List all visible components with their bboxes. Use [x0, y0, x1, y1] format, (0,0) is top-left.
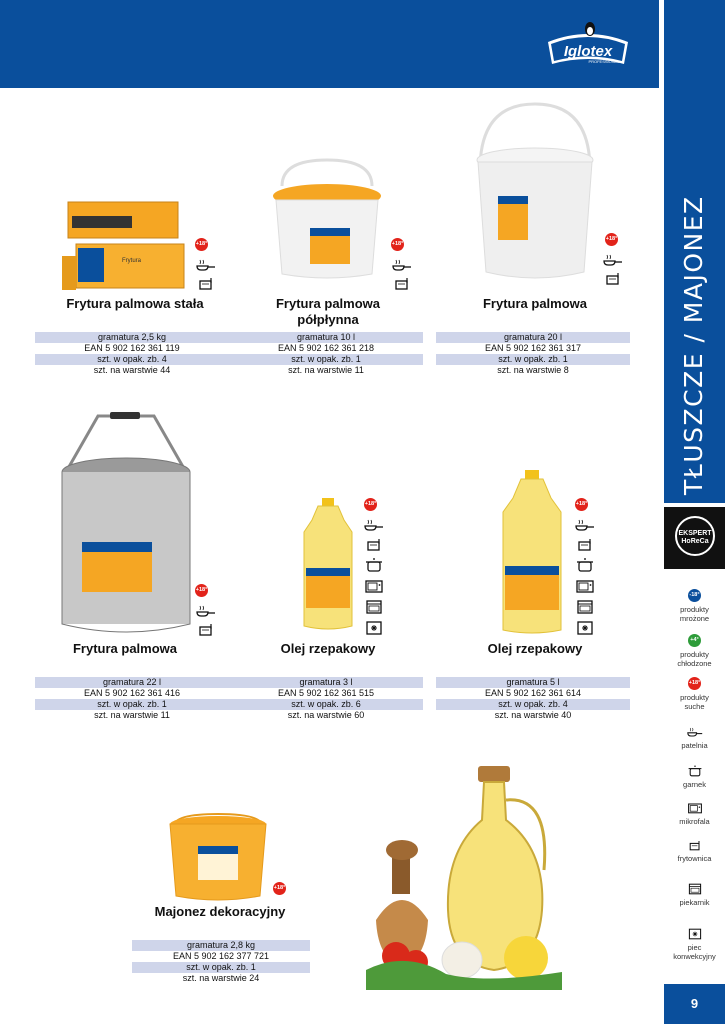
pan-icon — [196, 604, 216, 618]
product-name: Majonez dekoracyjny — [154, 904, 286, 919]
pan-icon — [392, 258, 412, 272]
oven-icon — [575, 600, 595, 614]
legend-pot: garnek — [664, 764, 725, 789]
temp-badge: +18° — [273, 882, 286, 895]
spec-table: gramatura 3 l EAN 5 902 162 361 515 szt. w opak. zb. 6 szt. na warstwie 60 — [229, 677, 423, 721]
convection-oven-icon — [364, 621, 384, 635]
spec-table: gramatura 5 l EAN 5 902 162 361 614 szt. w opak. zb. 4 szt. na warstwie 40 — [436, 677, 630, 721]
temp-badge: +18° — [195, 238, 208, 251]
expert-horeca-badge: EKSPERT HoReCa — [664, 507, 725, 569]
product-image-olej-5l — [497, 470, 567, 636]
svg-text:Frytura: Frytura — [122, 258, 142, 264]
oven-icon — [687, 882, 703, 896]
svg-text:Iglotex: Iglotex — [563, 43, 613, 60]
temp-badge: +18° — [364, 498, 377, 511]
product-image-frytura-22l — [58, 412, 194, 638]
category-title: TŁUSZCZE / MAJONEZ — [679, 195, 708, 495]
temp-badge: +18° — [575, 498, 588, 511]
microwave-icon — [575, 579, 595, 593]
legend-pan: patelnia — [664, 725, 725, 750]
pan-icon — [603, 253, 623, 267]
spec-table: gramatura 2,8 kg EAN 5 902 162 377 721 szt. w opak. zb. 1 szt. na warstwie 24 — [132, 940, 310, 984]
pan-icon — [196, 258, 216, 272]
page-number: 9 — [664, 984, 725, 1024]
pot-icon — [687, 764, 703, 778]
fryer-icon — [392, 276, 412, 290]
temp-badge: +18° — [195, 584, 208, 597]
convection-oven-icon — [575, 621, 595, 635]
product-name: Olej rzepakowy — [487, 641, 583, 656]
product-name: Frytura palmowa stała — [66, 296, 204, 311]
temp-badge: +18° — [391, 238, 404, 251]
spec-table: gramatura 20 l EAN 5 902 162 361 317 szt. w opak. zb. 1 szt. na warstwie 8 — [436, 332, 630, 376]
legend-dry: +18° produkty suche — [664, 677, 725, 711]
svg-text:PROFESSIONAL: PROFESSIONAL — [588, 59, 620, 64]
product-image-frytura-polplynna — [268, 158, 386, 282]
spec-table: gramatura 22 l EAN 5 902 162 361 416 szt. w opak. zb. 1 szt. na warstwie 11 — [35, 677, 229, 721]
product-image-majonez — [166, 812, 270, 902]
fryer-icon — [364, 537, 384, 551]
fryer-icon — [687, 838, 703, 852]
fryer-icon — [575, 537, 595, 551]
legend-microwave: mikrofala — [664, 801, 725, 826]
legend-oven: piekarnik — [664, 882, 725, 907]
microwave-icon — [687, 801, 703, 815]
pot-icon — [575, 558, 595, 572]
spec-table: gramatura 10 l EAN 5 902 162 361 218 szt. w opak. zb. 1 szt. na warstwie 11 — [229, 332, 423, 376]
fryer-icon — [196, 276, 216, 290]
pan-icon — [687, 725, 703, 739]
product-name: Frytura palmowa — [72, 641, 178, 656]
fryer-icon — [196, 622, 216, 636]
pan-icon — [364, 518, 384, 532]
fryer-icon — [603, 271, 623, 285]
spec-table: gramatura 2,5 kg EAN 5 902 162 361 119 szt. w opak. zb. 4 szt. na warstwie 44 — [35, 332, 229, 376]
microwave-icon — [364, 579, 384, 593]
product-image-frytura-20l — [470, 100, 600, 286]
oven-icon — [364, 600, 384, 614]
convection-oven-icon — [687, 927, 703, 941]
product-name: Frytura palmowa półpłynna — [275, 296, 381, 327]
decorative-oil-carafe-image — [366, 760, 562, 990]
product-image-olej-3l — [298, 498, 358, 632]
product-name: Frytura palmowa — [482, 296, 588, 311]
legend-frozen: -18° produkty mrożone — [664, 589, 725, 623]
legend-fryer: frytownica — [664, 838, 725, 863]
product-name: Olej rzepakowy — [280, 641, 376, 656]
iglotex-logo — [542, 20, 634, 70]
product-image-frytura-stala — [62, 196, 188, 292]
pan-icon — [575, 518, 595, 532]
pot-icon — [364, 558, 384, 572]
legend-chilled: +4° produkty chłodzone — [664, 634, 725, 668]
legend-convection: piec konwekcyjny — [664, 927, 725, 961]
temp-badge: +18° — [605, 233, 618, 246]
